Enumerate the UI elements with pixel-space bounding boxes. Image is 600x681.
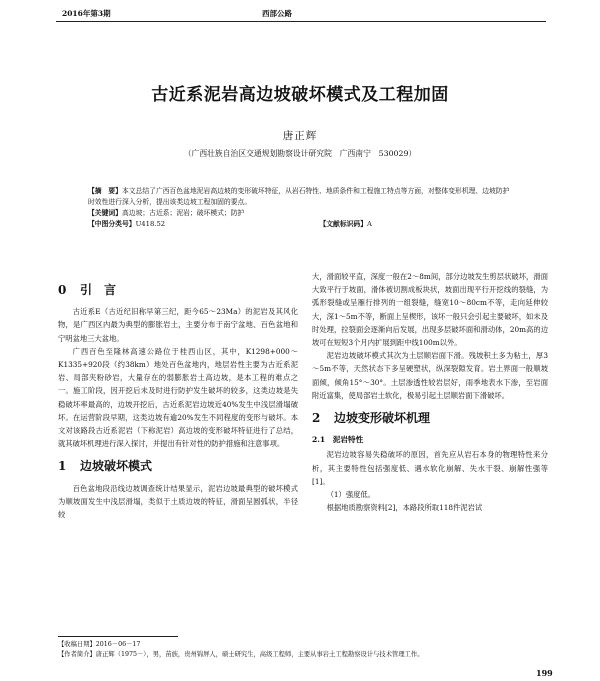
body-paragraph: 古近系E（古近纪旧称早第三纪，距今65～23Ma）的泥岩及其风化物，是广西区内最为典型的膨胀岩土，主要分布于南宁盆地、百色盆地和宁明盆地三大盆地。	[58, 307, 298, 343]
journal-issue: 2016年第3期	[62, 9, 111, 18]
keywords-text: 高边坡；古近系；泥岩；破坏模式；防护	[121, 209, 245, 217]
article-title: 古近系泥岩高边坡破坏模式及工程加固	[151, 85, 449, 105]
subsection-heading: 2.1 泥岩特性	[312, 435, 364, 445]
classification-line	[88, 219, 516, 230]
section-heading-failure-modes	[58, 460, 298, 473]
received-label: 【收稿日期】	[58, 641, 96, 648]
abstract-block	[88, 186, 516, 230]
section-title: 引 言	[80, 283, 117, 297]
section-title: 边坡变形破坏机理	[334, 411, 431, 426]
abstract-text: 本文总结了广西百色盆地泥岩高边坡的变形破坏特征，从岩石特性、地质条件和工程施工特点等方面，对整体变形机理、边坡防护时效性进行深入分析，提出该类边坡工程加固的要点。	[88, 187, 510, 206]
received-date: 2016－06－17	[95, 641, 141, 648]
keywords-line	[88, 208, 516, 219]
received-date-line	[58, 640, 548, 650]
section-number: 1	[58, 459, 67, 474]
left-column	[58, 274, 298, 521]
right-column	[312, 270, 548, 514]
section-number: 0	[58, 283, 67, 297]
author-bio-label: 【作者简介】	[58, 651, 96, 658]
body-paragraph: （1）强度低。	[326, 490, 376, 500]
abstract-paragraph	[88, 186, 516, 208]
footnotes	[58, 640, 548, 660]
body-paragraph: 泥岩边坡破坏模式其次为土层顺岩面下滑。残坡积土多为粘土，厚3～5m不等，天然状态下多呈硬塑状，纵深裂隙发育。岩土界面一般顺坡面倾，倾角15°～30°。土层渗透性较岩层好，雨季地表水下渗，至岩面附近富集，使局部岩土软化，极易引起土层顺岩面下滑破坏。	[312, 351, 548, 400]
header-divider	[56, 21, 546, 22]
journal-name: 西部公路	[262, 9, 292, 18]
article-author: 唐正辉	[282, 130, 318, 142]
doc-code-label: 【文献标识码】	[319, 220, 368, 228]
body-paragraph: 根据地质勘察资料[2]，本路段所取118件泥岩试	[326, 503, 483, 513]
footnote-divider	[58, 636, 178, 637]
body-paragraph: 泥岩边坡容易失稳破坏的原因，首先应从岩石本身的物理特性来分析，其主要特性包括强度低、遇水软化崩解、失水干裂、崩解性强等[1]。	[312, 450, 548, 486]
clc-label: 【中图分类号】	[88, 220, 136, 228]
abstract-label: 【摘 要】	[88, 187, 122, 195]
doc-code-value: A	[367, 220, 372, 228]
author-affiliation: （广西壮族自治区交通规划勘察设计研究院 广西南宁 530029）	[183, 149, 417, 158]
page-number: 199	[536, 668, 553, 678]
body-paragraph: 大，滑面较平直，深度一般在2～8m间，部分边坡发生剪层状破坏，滑面大致平行于坡面，滑体被切割成板块状，坡面出现平行开挖线的裂缝，为弧形裂缝或呈雁行排列的一组裂缝，缝宽10～80cm不等，走向延伸较大，深1～5m不等，断面上呈楔形，该坏一般只会引起主要破坏，如未及时处理，拉裂面会逐渐向后发展，出现多层破坏面和滑动体，20m高的边坡可在短短3个月内扩展到距中线100m以外。	[312, 272, 548, 348]
body-paragraph: 百色盆地段沿线边坡调查统计结果显示，泥岩边坡最典型的破坏模式为顺坡面发生中浅层滑塌，类似于土质边坡的特征，滑面呈圆弧状，半径较	[58, 483, 298, 520]
section-heading-mechanism	[312, 412, 548, 425]
author-bio-line	[58, 650, 548, 660]
keywords-label: 【关键词】	[88, 209, 122, 217]
author-bio: 唐正辉（1975－），男，苗族，贵州锦屏人，硕士研究生，高级工程师，主要从事岩土工程勘察设计与技术管理工作。	[95, 651, 424, 658]
section-number: 2	[312, 411, 321, 426]
section-heading-introduction	[58, 284, 298, 297]
clc-value: U418.52	[135, 220, 166, 228]
section-title: 边坡破坏模式	[80, 459, 153, 474]
body-paragraph: 广西百色至隆林高速公路位于桂西山区，其中，K1298+000～K1335+920段（约38km）地处百色盆地内，地层岩性主要为古近系泥岩、局部夹粉砂岩，大量存在的弱膨胀岩土高边坡，是本工程的难点之一。施工阶段，因开挖后未及时进行防护发生破坏的较多，这类边坡是失稳破坏率最高的，边坡开挖后，古近系泥岩边坡近40%发生中浅层滑塌破坏。在运营阶段早期，这类边坡有逾20%发生不同程度的变形与破坏。本文对该路段古近系泥岩（下称泥岩）高边坡的变形破坏特征进行了总结，就其破坏机理进行深入探讨，并提出有针对性的防护措施和注意事项。	[58, 346, 298, 449]
